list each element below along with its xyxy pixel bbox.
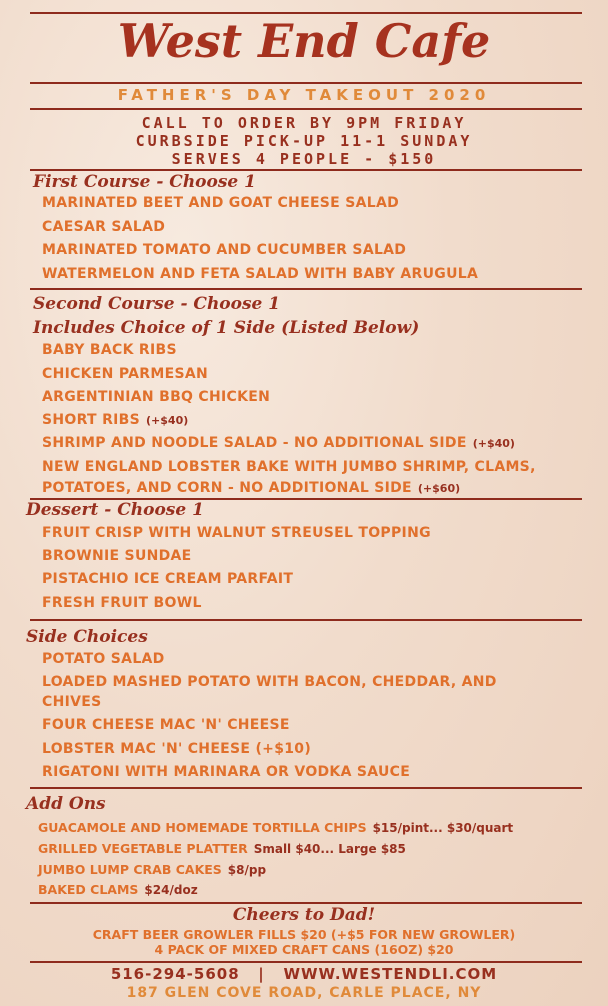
side-item: POTATO SALAD [42,651,165,667]
footer-contact: 516-294-5608 | WWW.WESTENDLI.COM [110,965,498,983]
second-course-item: ARGENTINIAN BBQ CHICKEN [42,389,271,405]
second-course-item: CHICKEN PARMESAN [42,366,208,382]
promo-line: 4 PACK OF MIXED CRAFT CANS (16OZ) $20 [154,942,454,957]
second-course-subheading: Includes Choice of 1 Side (Listed Below) [33,318,420,338]
first-course-item: MARINATED BEET AND GOAT CHEESE SALAD [42,195,400,211]
second-course-item: POTATOES, AND CORN - NO ADDITIONAL SIDE (+$60) [42,480,461,496]
addon-price: $24/doz [144,883,198,897]
side-item: LOADED MASHED POTATO WITH BACON, CHEDDAR, AND [42,674,497,690]
page-subtitle: FATHER'S DAY TAKEOUT 2020 [117,86,491,104]
addon-price: $8/pp [227,863,267,877]
second-course-item: BABY BACK RIBS [42,342,177,358]
cheers-heading: Cheers to Dad! [232,905,376,925]
side-item: LOBSTER MAC 'N' CHEESE (+$10) [42,741,312,757]
addon-price: $15/pint... $30/quart [372,821,514,835]
second-course-item: SHRIMP AND NOODLE SALAD - NO ADDITIONAL SIDE (+$40) [42,435,515,451]
first-course-item: CAESAR SALAD [42,219,166,235]
first-course-divider [30,288,582,290]
item-price: (+$40) [472,437,515,450]
side-item: CHIVES [42,694,102,710]
promo-line: CRAFT BEER GROWLER FILLS $20 (+$5 FOR NEW GROWLER) [92,927,516,942]
first-course-heading: First Course - Choose 1 [33,172,256,192]
first-course-item: MARINATED TOMATO AND CUCUMBER SALAD [42,242,407,258]
dessert-item: BROWNIE SUNDAE [42,548,192,564]
addon-item: GRILLED VEGETABLE PLATTER Small $40... Large $85 [38,841,406,856]
addons-heading: Add Ons [26,794,106,814]
info-line-order: CALL TO ORDER BY 9PM FRIDAY [141,114,467,132]
dessert-divider [30,619,582,621]
dessert-item: FRESH FRUIT BOWL [42,595,202,611]
side-item: RIGATONI WITH MARINARA OR VODKA SAUCE [42,764,411,780]
sides-divider [30,787,582,789]
second-course-item: SHORT RIBS (+$40) [42,412,189,428]
page-title: West End Cafe [117,14,491,68]
sides-heading: Side Choices [26,627,148,647]
info-divider [30,169,582,171]
dessert-item: PISTACHIO ICE CREAM PARFAIT [42,571,294,587]
addons-divider [30,902,582,904]
footer-address: 187 GLEN COVE ROAD, CARLE PLACE, NY [126,985,482,1001]
addon-item: JUMBO LUMP CRAB CAKES $8/pp [38,862,267,877]
dessert-item: FRUIT CRISP WITH WALNUT STREUSEL TOPPING [42,525,431,541]
cheers-divider [30,961,582,963]
info-line-pickup: CURBSIDE PICK-UP 11-1 SUNDAY [135,132,473,150]
side-item: FOUR CHEESE MAC 'N' CHEESE [42,717,290,733]
second-course-heading: Second Course - Choose 1 [33,294,281,314]
info-line-serves: SERVES 4 PEOPLE - $150 [171,150,437,168]
addon-item: BAKED CLAMS $24/doz [38,882,198,897]
second-course-item: NEW ENGLAND LOBSTER BAKE WITH JUMBO SHRIMP, CLAMS, [42,459,536,475]
addon-item: GUACAMOLE AND HOMEMADE TORTILLA CHIPS $15/pint... $30/quart [38,820,514,835]
item-price: (+$40) [146,414,189,427]
item-price: (+$60) [417,482,461,495]
addon-price: Small $40... Large $85 [253,842,406,856]
dessert-heading: Dessert - Choose 1 [26,500,204,520]
first-course-item: WATERMELON AND FETA SALAD WITH BABY ARUGULA [42,266,479,282]
subtitle-divider [30,108,582,110]
title-divider [30,82,582,84]
